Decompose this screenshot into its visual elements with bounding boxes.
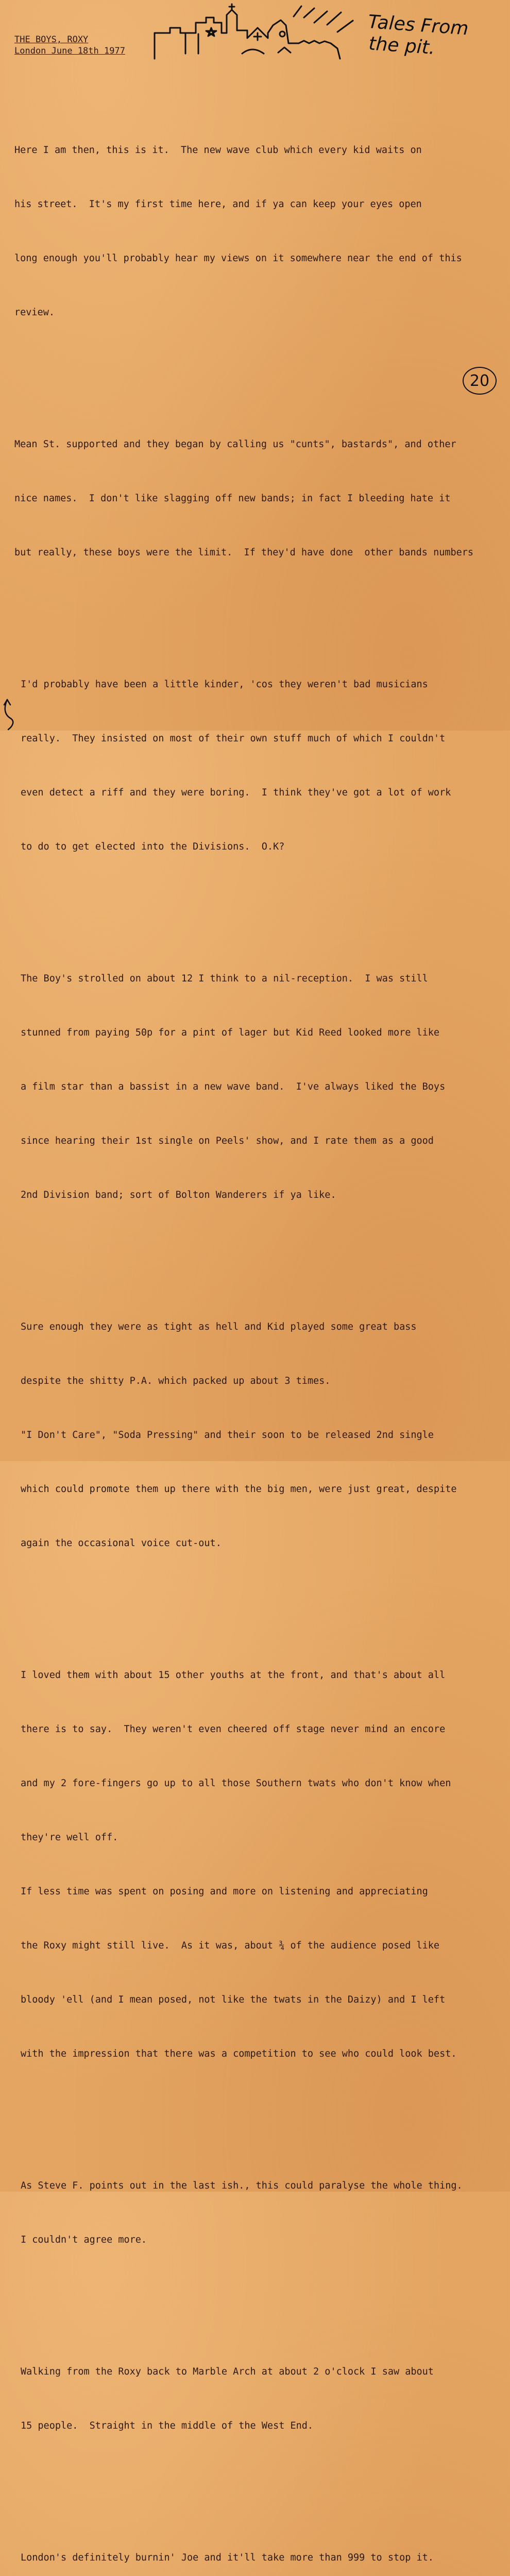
handwritten-line-2: the pit. [368, 33, 436, 59]
text-line: Mean St. supported and they began by calling us "cunts", bastards", and other [14, 439, 456, 450]
paragraph [14, 2141, 504, 2285]
text-line: bloody 'ell (and I mean posed, not like the twats in the Daizy) and I left [21, 1994, 446, 2005]
text-line: I'd probably have been a little kinder, 'cos they weren't bad musicians [21, 679, 428, 690]
text-line: 2nd Division band; sort of Bolton Wanderers if ya like. [21, 1190, 336, 1200]
curved-arrow-icon [1, 697, 19, 731]
text-line: even detect a riff and they were boring. I think they've got a lot of work [21, 787, 451, 798]
text-line: which could promote them up there with the big men, were just great, despite [21, 1484, 457, 1495]
review-title: THE BOYS, ROXY [14, 35, 89, 45]
paragraph [14, 1282, 504, 1588]
handwritten-line-1: Tales From [367, 11, 469, 40]
text-line: 15 people. Straight in the middle of the West End. [21, 2420, 314, 2431]
paragraph [14, 2513, 504, 2576]
paragraph [14, 2327, 504, 2471]
text-line: As Steve F. points out in the last ish., this could paralyse the whole thing. [21, 2180, 463, 2191]
review-body [14, 69, 504, 2576]
text-line: London's definitely burnin' Joe and it'll take more than 999 to stop it. [21, 2552, 434, 2563]
text-line: nice names. I don't like slagging off new bands; in fact I bleeding hate it [14, 493, 451, 504]
text-line: Here I am then, this is it. The new wave club which every kid waits on [14, 145, 428, 156]
review-header [14, 34, 125, 57]
paragraph [14, 934, 504, 1240]
paragraph [14, 639, 504, 892]
text-line: since hearing their 1st single on Peels' show, and I rate them as a good [21, 1136, 434, 1146]
paragraph [14, 105, 504, 358]
text-line: The Boy's strolled on about 12 I think to a nil-reception. I was still [21, 973, 428, 984]
text-line: a film star than a bassist in a new wave band. I've always liked the Boys [21, 1081, 446, 1092]
text-line: If less time was spent on posing and more on listening and appreciating [21, 1886, 428, 1897]
text-line: his street. It's my first time here, and if ya can keep your eyes open [14, 199, 422, 210]
text-line: stunned from paying 50p for a pint of lager but Kid Reed looked more like [21, 1027, 440, 1038]
text-line: really. They insisted on most of their own stuff much of which I couldn't [21, 733, 446, 744]
skyline-doodle-icon [149, 2, 366, 64]
text-line: the Roxy might still live. As it was, about ¾ of the audience posed like [21, 1940, 440, 1951]
text-line: review. [14, 307, 55, 318]
text-line: with the impression that there was a competition to see who could look best. [21, 2048, 457, 2059]
text-line: to do to get elected into the Divisions. O.K? [21, 841, 285, 852]
text-line: they're well off. [21, 1832, 118, 1843]
page-number-badge: 20 [463, 367, 497, 395]
text-line: there is to say. They weren't even cheered off stage never mind an encore [21, 1724, 446, 1735]
text-line: I couldn't agree more. [21, 2234, 147, 2245]
text-line: "I Don't Care", "Soda Pressing" and their soon to be released 2nd single [21, 1430, 434, 1440]
text-line: I loved them with about 15 other youths at the front, and that's about all [21, 1670, 446, 1681]
text-line: but really, these boys were the limit. If they'd have done other bands numbers [14, 547, 474, 558]
handwritten-note [366, 11, 469, 61]
paragraph [14, 399, 504, 598]
text-line: Sure enough they were as tight as hell and Kid played some great bass [21, 1321, 417, 1332]
paragraph [14, 1630, 504, 2099]
text-line: long enough you'll probably hear my views on it somewhere near the end of this [14, 253, 462, 264]
text-line: and my 2 fore-fingers go up to all those Southern twats who don't know when [21, 1778, 451, 1789]
text-line: Walking from the Roxy back to Marble Arch at about 2 o'clock I saw about [21, 2366, 434, 2377]
review-date: London June 18th 1977 [14, 46, 125, 56]
text-line: again the occasional voice cut-out. [21, 1538, 222, 1549]
text-line: despite the shitty P.A. which packed up about 3 times. [21, 1376, 331, 1386]
